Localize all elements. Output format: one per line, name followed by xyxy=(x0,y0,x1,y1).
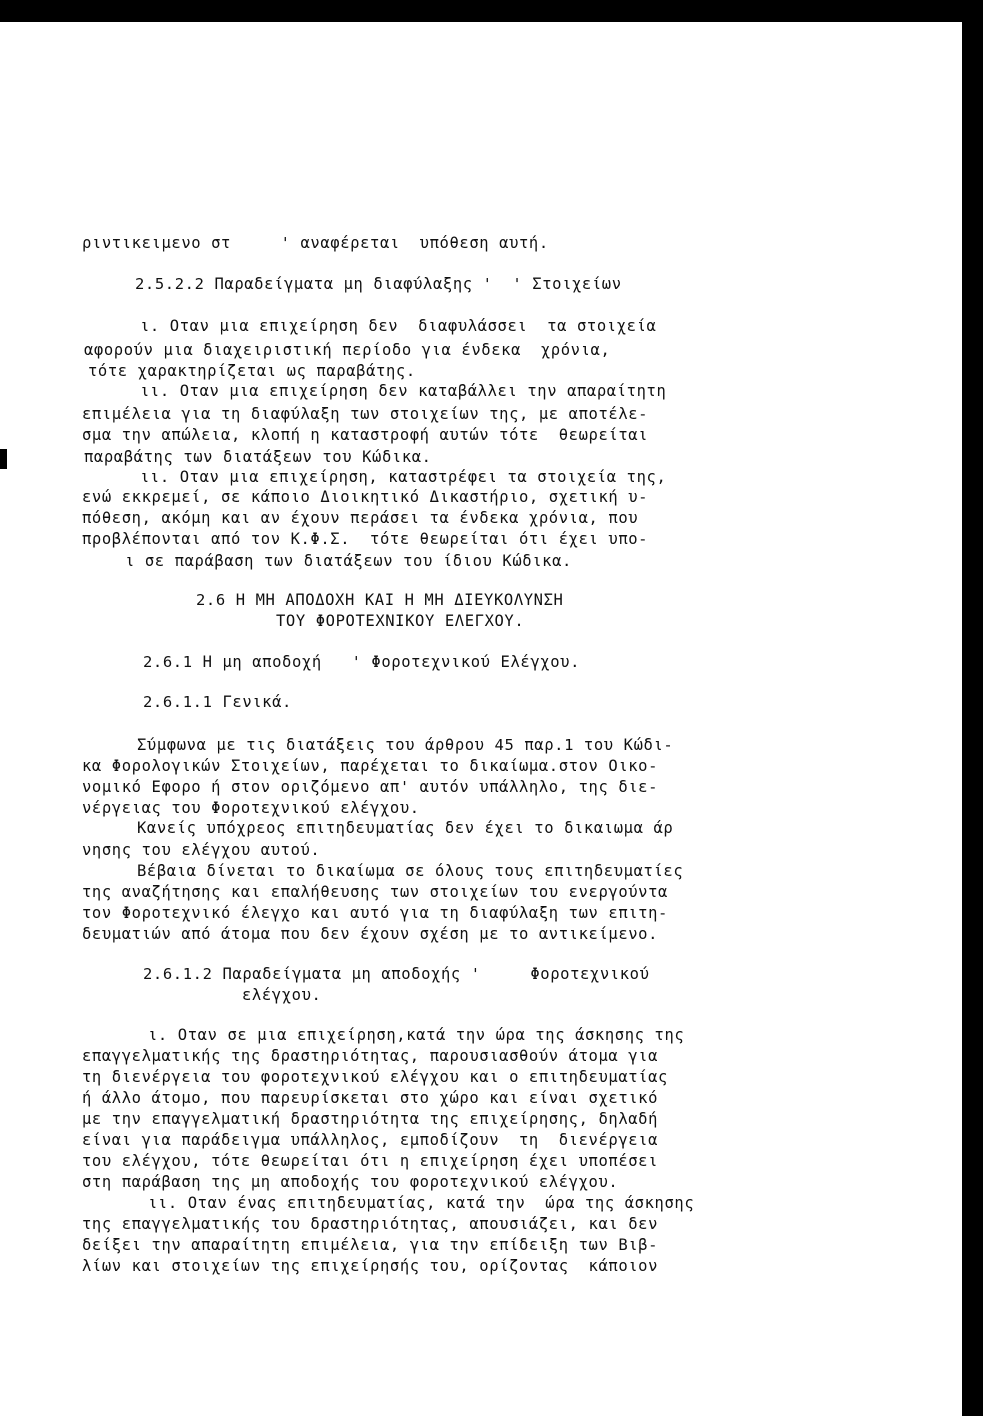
scan-border-top xyxy=(0,0,983,22)
text-line: δευματιών από άτομα που δεν έχουν σχέση με το αντικείμενο. xyxy=(82,925,659,943)
text-line: Βέβαια δίνεται το δικαίωμα σε όλους τους επιτηδευματίες xyxy=(137,862,684,880)
text-line: με την επαγγελματική δραστηριότητα της επιχείρησης, δηλαδή xyxy=(82,1110,659,1128)
text-line: επαγγελματικής της δραστηριότητας, παρουσιασθούν άτομα για xyxy=(82,1047,659,1065)
text-line: ι σε παράβαση των διατάξεων του ίδιου Κώδικα. xyxy=(125,552,572,570)
section-heading: 2.6.1.2 Παραδείγματα μη αποδοχής ' Φοροτεχνικού xyxy=(143,965,650,983)
scan-mark xyxy=(0,449,7,469)
text-line: σμα την απώλεια, κλοπή η καταστροφή αυτών τότε θεωρείται xyxy=(82,426,649,444)
text-line: λίων και στοιχείων της επιχείρησής του, ορίζοντας κάποιον xyxy=(82,1257,659,1275)
text-line: ιι. Οταν μια επιχείρηση, καταστρέφει τα στοιχεία της, xyxy=(140,468,667,486)
text-line: της αναζήτησης και επαλήθευσης των στοιχείων του ενεργούντα xyxy=(82,883,668,901)
text-line: τότε χαρακτηρίζεται ως παραβάτης. xyxy=(88,362,416,380)
text-line: ριντικειμενο στ ' αναφέρεται υπόθεση αυτή. xyxy=(82,234,549,252)
text-line: παραβάτης των διατάξεων του Κώδικα. xyxy=(84,448,432,466)
text-line: ι. Οταν μια επιχείρηση δεν διαφυλάσσει τα στοιχεία xyxy=(140,317,657,335)
text-line: τη διενέργεια του φοροτεχνικού ελέγχου και ο επιτηδευματίας xyxy=(82,1068,668,1086)
text-line: Σύμφωνα με τις διατάξεις του άρθρου 45 παρ.1 του Κώδι- xyxy=(137,736,674,754)
text-line: ή άλλο άτομο, που παρευρίσκεται στο χώρο και είναι σχετικό xyxy=(82,1089,659,1107)
section-heading: 2.5.2.2 Παραδείγματα μη διαφύλαξης ' ' Στοιχείων xyxy=(135,275,622,293)
section-heading: ελέγχου. xyxy=(242,986,322,1004)
text-line: επιμέλεια για τη διαφύλαξη των στοιχείων της, με αποτέλε- xyxy=(82,405,649,423)
text-line: πόθεση, ακόμη και αν έχουν περάσει τα ένδεκα χρόνια, που xyxy=(82,509,639,527)
scan-border-right xyxy=(962,0,983,1416)
text-line: δείξει την απαραίτητη επιμέλεια, για την επίδειξη των Βιβ- xyxy=(82,1236,659,1254)
text-line: της επαγγελματικής του δραστηριότητας, απουσιάζει, και δεν xyxy=(82,1215,659,1233)
text-line: του ελέγχου, τότε θεωρείται ότι η επιχείρηση έχει υποπέσει xyxy=(82,1152,659,1170)
text-line: προβλέπονται από τον Κ.Φ.Σ. τότε θεωρείται ότι έχει υπο- xyxy=(82,530,649,548)
section-heading: 2.6 Η ΜΗ ΑΠΟΔΟΧΗ ΚΑΙ Η ΜΗ ΔΙΕΥΚΟΛΥΝΣΗ xyxy=(196,591,564,609)
text-line: ιι. Οταν ένας επιτηδευματίας, κατά την ώρα της άσκησης xyxy=(148,1194,695,1212)
text-line: Κανείς υπόχρεος επιτηδευματίας δεν έχει το δικαιωμα άρ xyxy=(137,819,674,837)
text-line: στη παράβαση της μη αποδοχής του φοροτεχνικού ελέγχου. xyxy=(82,1173,619,1191)
text-line: νομικό Εφορο ή στον οριζόμενο απ' αυτόν υπάλληλο, της διε- xyxy=(82,778,659,796)
text-line: ενώ εκκρεμεί, σε κάποιο Διοικητικό Δικαστήριο, σχετική υ- xyxy=(82,488,649,506)
text-line: τον Φοροτεχνικό έλεγχο και αυτό για τη διαφύλαξη των επιτη- xyxy=(82,904,668,922)
section-heading: 2.6.1 Η μη αποδοχή ' Φοροτεχνικού Ελέγχου. xyxy=(143,653,580,671)
text-line: ιι. Οταν μια επιχείρηση δεν καταβάλλει την απαραίτητη xyxy=(140,382,667,400)
text-line: ι. Οταν σε μια επιχείρηση,κατά την ώρα της άσκησης της xyxy=(148,1026,685,1044)
text-line: είναι για παράδειγμα υπάλληλος, εμποδίζουν τη διενέργεια xyxy=(82,1131,659,1149)
text-line: κα Φορολογικών Στοιχείων, παρέχεται το δικαίωμα.στον Οικο- xyxy=(82,757,659,775)
section-heading: 2.6.1.1 Γενικά. xyxy=(143,693,292,711)
text-line: νησης του ελέγχου αυτού. xyxy=(82,841,321,859)
section-heading: ΤΟΥ ΦΟΡΟΤΕΧΝΙΚΟΥ ΕΛΕΓΧΟΥ. xyxy=(276,612,525,630)
text-line: αφορούν μια διαχειριστική περίοδο για ένδεκα χρόνια, xyxy=(84,341,611,359)
text-line: νέργειας του Φοροτεχνικού ελέγχου. xyxy=(82,799,420,817)
